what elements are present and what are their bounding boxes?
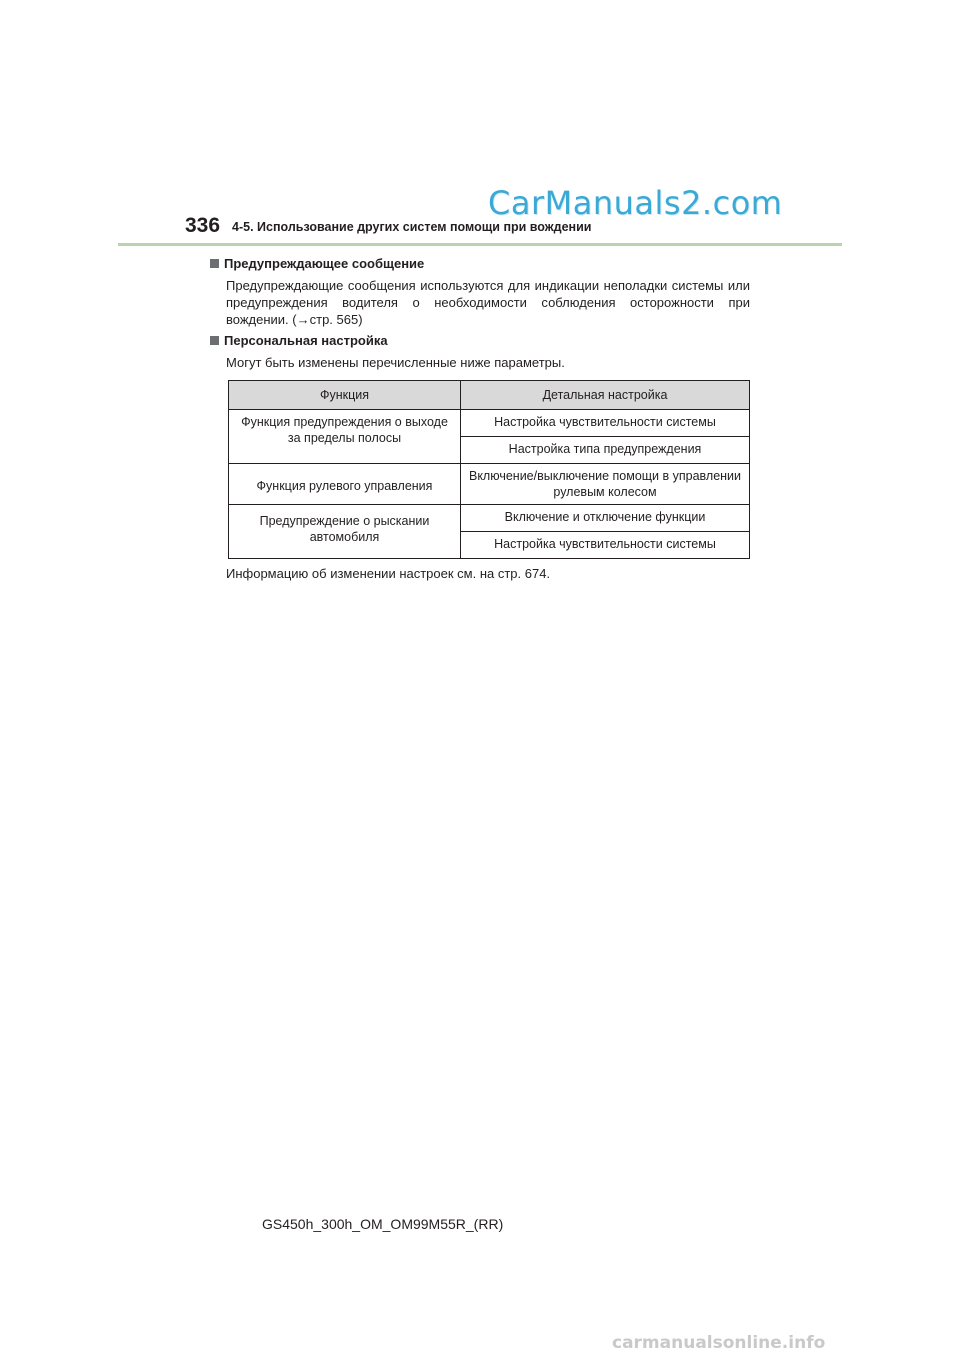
table-row (229, 410, 750, 437)
info-text: Информацию об изменении настроек см. на стр. 674. (226, 566, 551, 581)
section-title: 4-5. Использование других систем помощи при вождении (232, 220, 592, 234)
table-row (229, 505, 750, 532)
heading-text: Персональная настройка (224, 333, 388, 348)
square-bullet-icon (210, 336, 219, 345)
watermark-logo: CarManuals2.com (488, 184, 783, 222)
section-personal-settings (210, 333, 750, 371)
settings-table (228, 380, 750, 559)
table-row (229, 464, 750, 505)
header-divider (118, 243, 842, 246)
paragraph: Могут быть изменены перечисленные ниже параметры. (226, 355, 565, 370)
page-number: 336 (185, 214, 221, 237)
column-header: Детальная настройка (461, 381, 750, 410)
section-heading (210, 256, 750, 271)
column-header: Функция (229, 381, 461, 410)
paragraph: Предупреждающие сообщения используются для индикации неполадки системы или предупреждения водителя о необходимости соблюдения осторожности при вождении. (→стр. 565) (226, 278, 750, 327)
heading-text: Предупреждающее сообщение (224, 256, 425, 271)
setting-cell: Настройка типа предупреждения (461, 437, 750, 464)
watermark-footer: carmanualsonline.info (612, 1333, 826, 1353)
setting-cell: Настройка чувствительности системы (461, 532, 750, 559)
document-code: GS450h_300h_OM_OM99M55R_(RR) (262, 1216, 504, 1232)
setting-cell: Включение/выключение помощи в управлении рулевым колесом (461, 464, 750, 505)
function-cell: Функция рулевого управления (229, 464, 461, 505)
setting-cell: Настройка чувствительности системы (461, 410, 750, 437)
square-bullet-icon (210, 259, 219, 268)
section-warning-message (210, 256, 750, 328)
function-cell: Функция предупреждения о выходе за пределы полосы (229, 410, 461, 464)
section-heading (210, 333, 750, 348)
table-header-row (229, 381, 750, 410)
function-cell: Предупреждение о рыскании автомобиля (229, 505, 461, 559)
setting-cell: Включение и отключение функции (461, 505, 750, 532)
